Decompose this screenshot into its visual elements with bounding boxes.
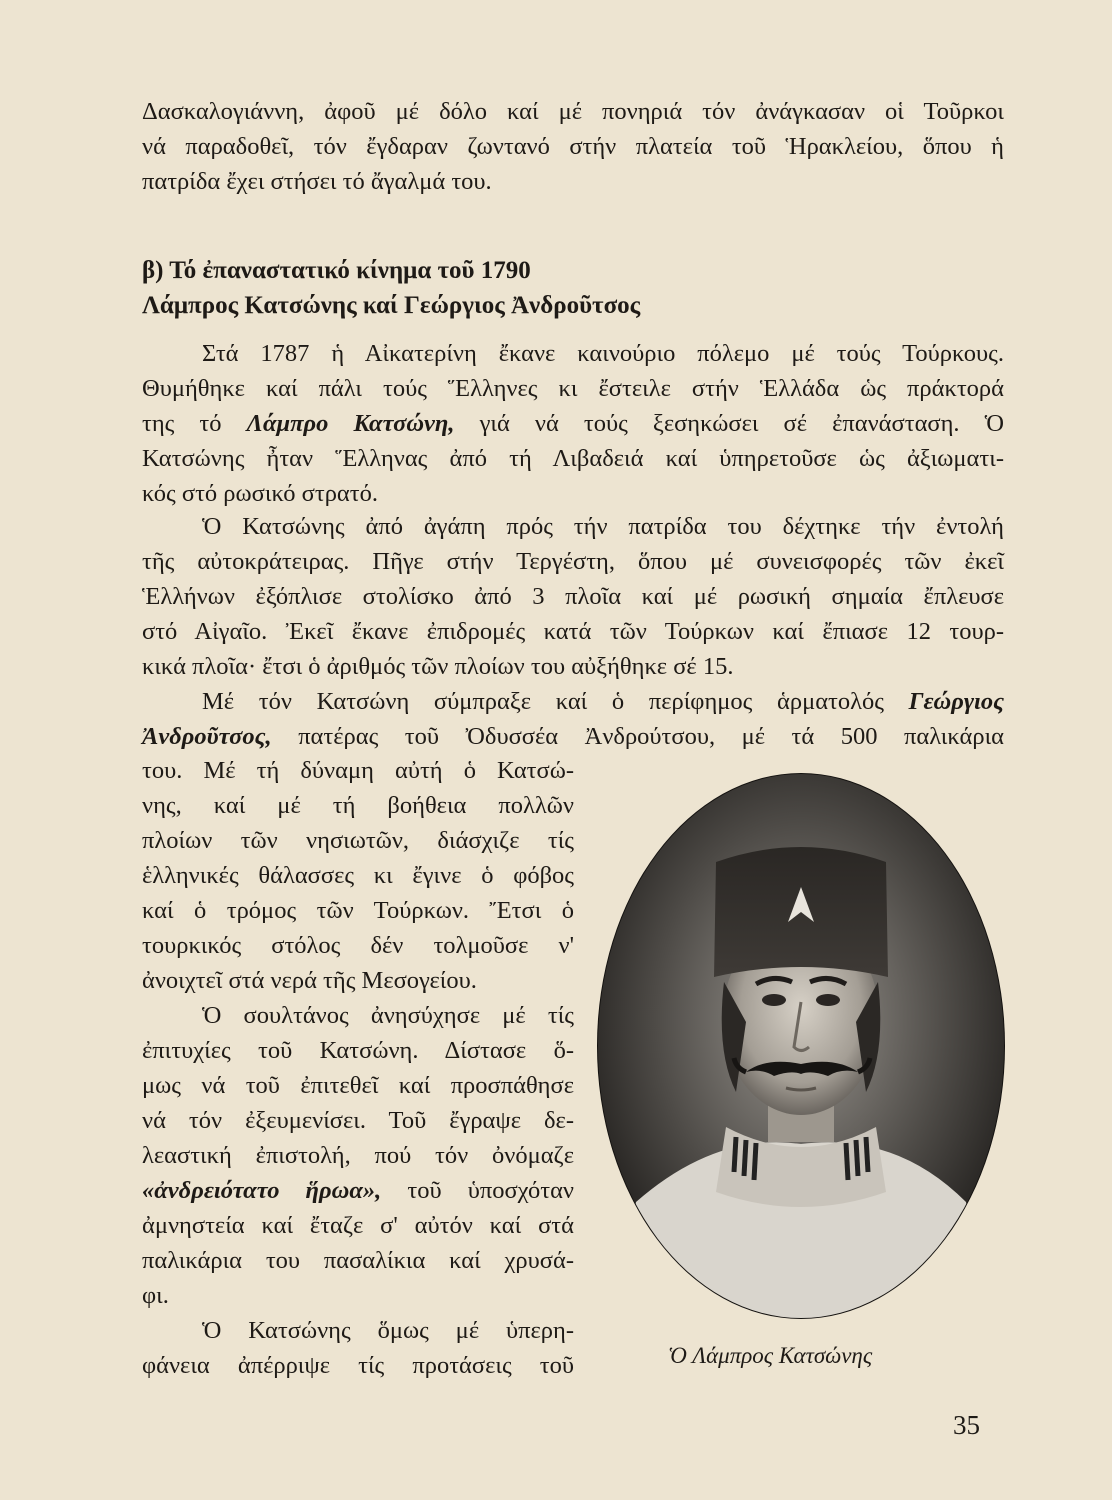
p1-line-1: Στά 1787 ἡ Αἰκατερίνη ἔκανε καινούριο πόλεμο μέ τούς Τούρκους. bbox=[202, 340, 1004, 367]
p4-line-6: «ἀνδρειότατο ἥρωα», τοῦ ὑποσχόταν bbox=[142, 1177, 574, 1204]
p3-line-1: Μέ τόν Κατσώνη σύμπραξε καί ὁ περίφημος ἁρματολός Γεώργιος bbox=[202, 688, 1004, 715]
p4-line-1: Ὁ σουλτάνος ἀνησύχησε μέ τίς bbox=[202, 1002, 574, 1029]
p5-line-2: φάνεια ἀπέρριψε τίς προτάσεις τοῦ bbox=[142, 1352, 574, 1379]
p4-line-9: φι. bbox=[142, 1282, 169, 1309]
p1-line-3: της τό Λάμπρο Κατσώνη, γιά νά τούς ξεσηκώσει σέ ἐπανάσταση. Ὁ bbox=[142, 410, 1005, 437]
p1-line-4: Κατσώνης ἦταν Ἕλληνας ἀπό τή Λιβαδειά καί ὑπηρετοῦσε ὡς ἀξιωματι- bbox=[142, 445, 1004, 472]
intro-line-3: πατρίδα ἔχει στήσει τό ἄγαλμά του. bbox=[142, 168, 492, 195]
section-subheading: Λάμπρος Κατσώνης καί Γεώργιος Ἀνδροῦτσος bbox=[142, 292, 641, 319]
p3-line-3: του. Μέ τή δύναμη αὐτή ὁ Κατσώ- bbox=[142, 757, 574, 784]
p3-line-2: Ἀνδροῦτσος, πατέρας τοῦ Ὀδυσσέα Ἀνδρούτσου, μέ τά 500 παλικάρια bbox=[142, 723, 1004, 750]
p4-line-8: παλικάρια του πασαλίκια καί χρυσά- bbox=[142, 1247, 574, 1274]
p2-line-3: Ἑλλήνων ἐξόπλισε στολίσκο ἀπό 3 πλοῖα καί μέ ρωσική σημαία ἔπλευσε bbox=[142, 583, 1004, 610]
p1-line-2: Θυμήθηκε καί πάλι τούς Ἕλληνες κι ἔστειλε στήν Ἑλλάδα ὡς πράκτορά bbox=[142, 375, 1004, 402]
intro-line-1: Δασκαλογιάννη, ἀφοῦ μέ δόλο καί μέ πονηριά τόν ἀνάγκασαν οἱ Τοῦρκοι bbox=[142, 98, 1004, 125]
p3-line-7: καί ὁ τρόμος τῶν Τούρκων. Ἔτσι ὁ bbox=[142, 897, 574, 924]
p2-line-5: κικά πλοῖα· ἔτσι ὁ ἀριθμός τῶν πλοίων του αὐξήθηκε σέ 15. bbox=[142, 653, 734, 680]
section-heading: β) Τό ἐπαναστατικό κίνημα τοῦ 1790 bbox=[142, 257, 531, 284]
p2-line-4: στό Αἰγαῖο. Ἐκεῖ ἔκανε ἐπιδρομές κατά τῶν Τούρκων καί ἔπιασε 12 τουρ- bbox=[142, 618, 1004, 645]
p3-line-5: πλοίων τῶν νησιωτῶν, διάσχιζε τίς bbox=[142, 827, 574, 854]
intro-line-2: νά παραδοθεῖ, τόν ἔγδαραν ζωντανό στήν πλατεία τοῦ Ἡρακλείου, ὅπου ἡ bbox=[142, 133, 1004, 160]
quote-andreiotato-iroa: «ἀνδρειότατο ἥρωα», bbox=[142, 1177, 382, 1204]
p4-line-3: μως νά τοῦ ἐπιτεθεῖ καί προσπάθησε bbox=[142, 1072, 574, 1099]
p5-line-1: Ὁ Κατσώνης ὅμως μέ ὑπερη- bbox=[202, 1317, 574, 1344]
p4-line-2: ἐπιτυχίες τοῦ Κατσώνη. Δίστασε ὅ- bbox=[142, 1037, 574, 1064]
name-georgios: Γεώργιος bbox=[908, 688, 1004, 715]
page-number: 35 bbox=[953, 1410, 980, 1440]
p1-line-5: κός στό ρωσικό στρατό. bbox=[142, 480, 378, 507]
portrait-caption: Ὁ Λάμπρος Κατσώνης bbox=[668, 1343, 873, 1368]
p2-line-2: τῆς αὐτοκράτειρας. Πῆγε στήν Τεργέστη, ὅπου μέ συνεισφορές τῶν ἐκεῖ bbox=[142, 548, 1004, 575]
p4-line-5: λεαστική ἐπιστολή, πού τόν ὀνόμαζε bbox=[142, 1142, 574, 1169]
p3-line-9: ἀνοιχτεῖ στά νερά τῆς Μεσογείου. bbox=[142, 967, 477, 994]
p4-line-4: νά τόν ἐξευμενίσει. Τοῦ ἔγραψε δε- bbox=[142, 1107, 574, 1134]
name-lampros-katsonis: Λάμπρο Κατσώνη, bbox=[246, 410, 455, 437]
p4-line-7: ἀμνηστεία καί ἔταζε σ' αὐτόν καί στά bbox=[142, 1212, 574, 1239]
p3-line-8: τουρκικός στόλος δέν τολμοῦσε ν' bbox=[142, 932, 574, 959]
name-androutsos: Ἀνδροῦτσος, bbox=[142, 723, 272, 750]
p2-line-1: Ὁ Κατσώνης ἀπό ἀγάπη πρός τήν πατρίδα του δέχτηκε τήν ἐντολή bbox=[202, 513, 1004, 540]
p3-line-6: ἑλληνικές θάλασσες κι ἔγινε ὁ φόβος bbox=[142, 862, 574, 889]
p3-line-4: νης, καί μέ τή βοήθεια πολλῶν bbox=[142, 792, 574, 819]
portrait-katsonis bbox=[596, 772, 1006, 1320]
